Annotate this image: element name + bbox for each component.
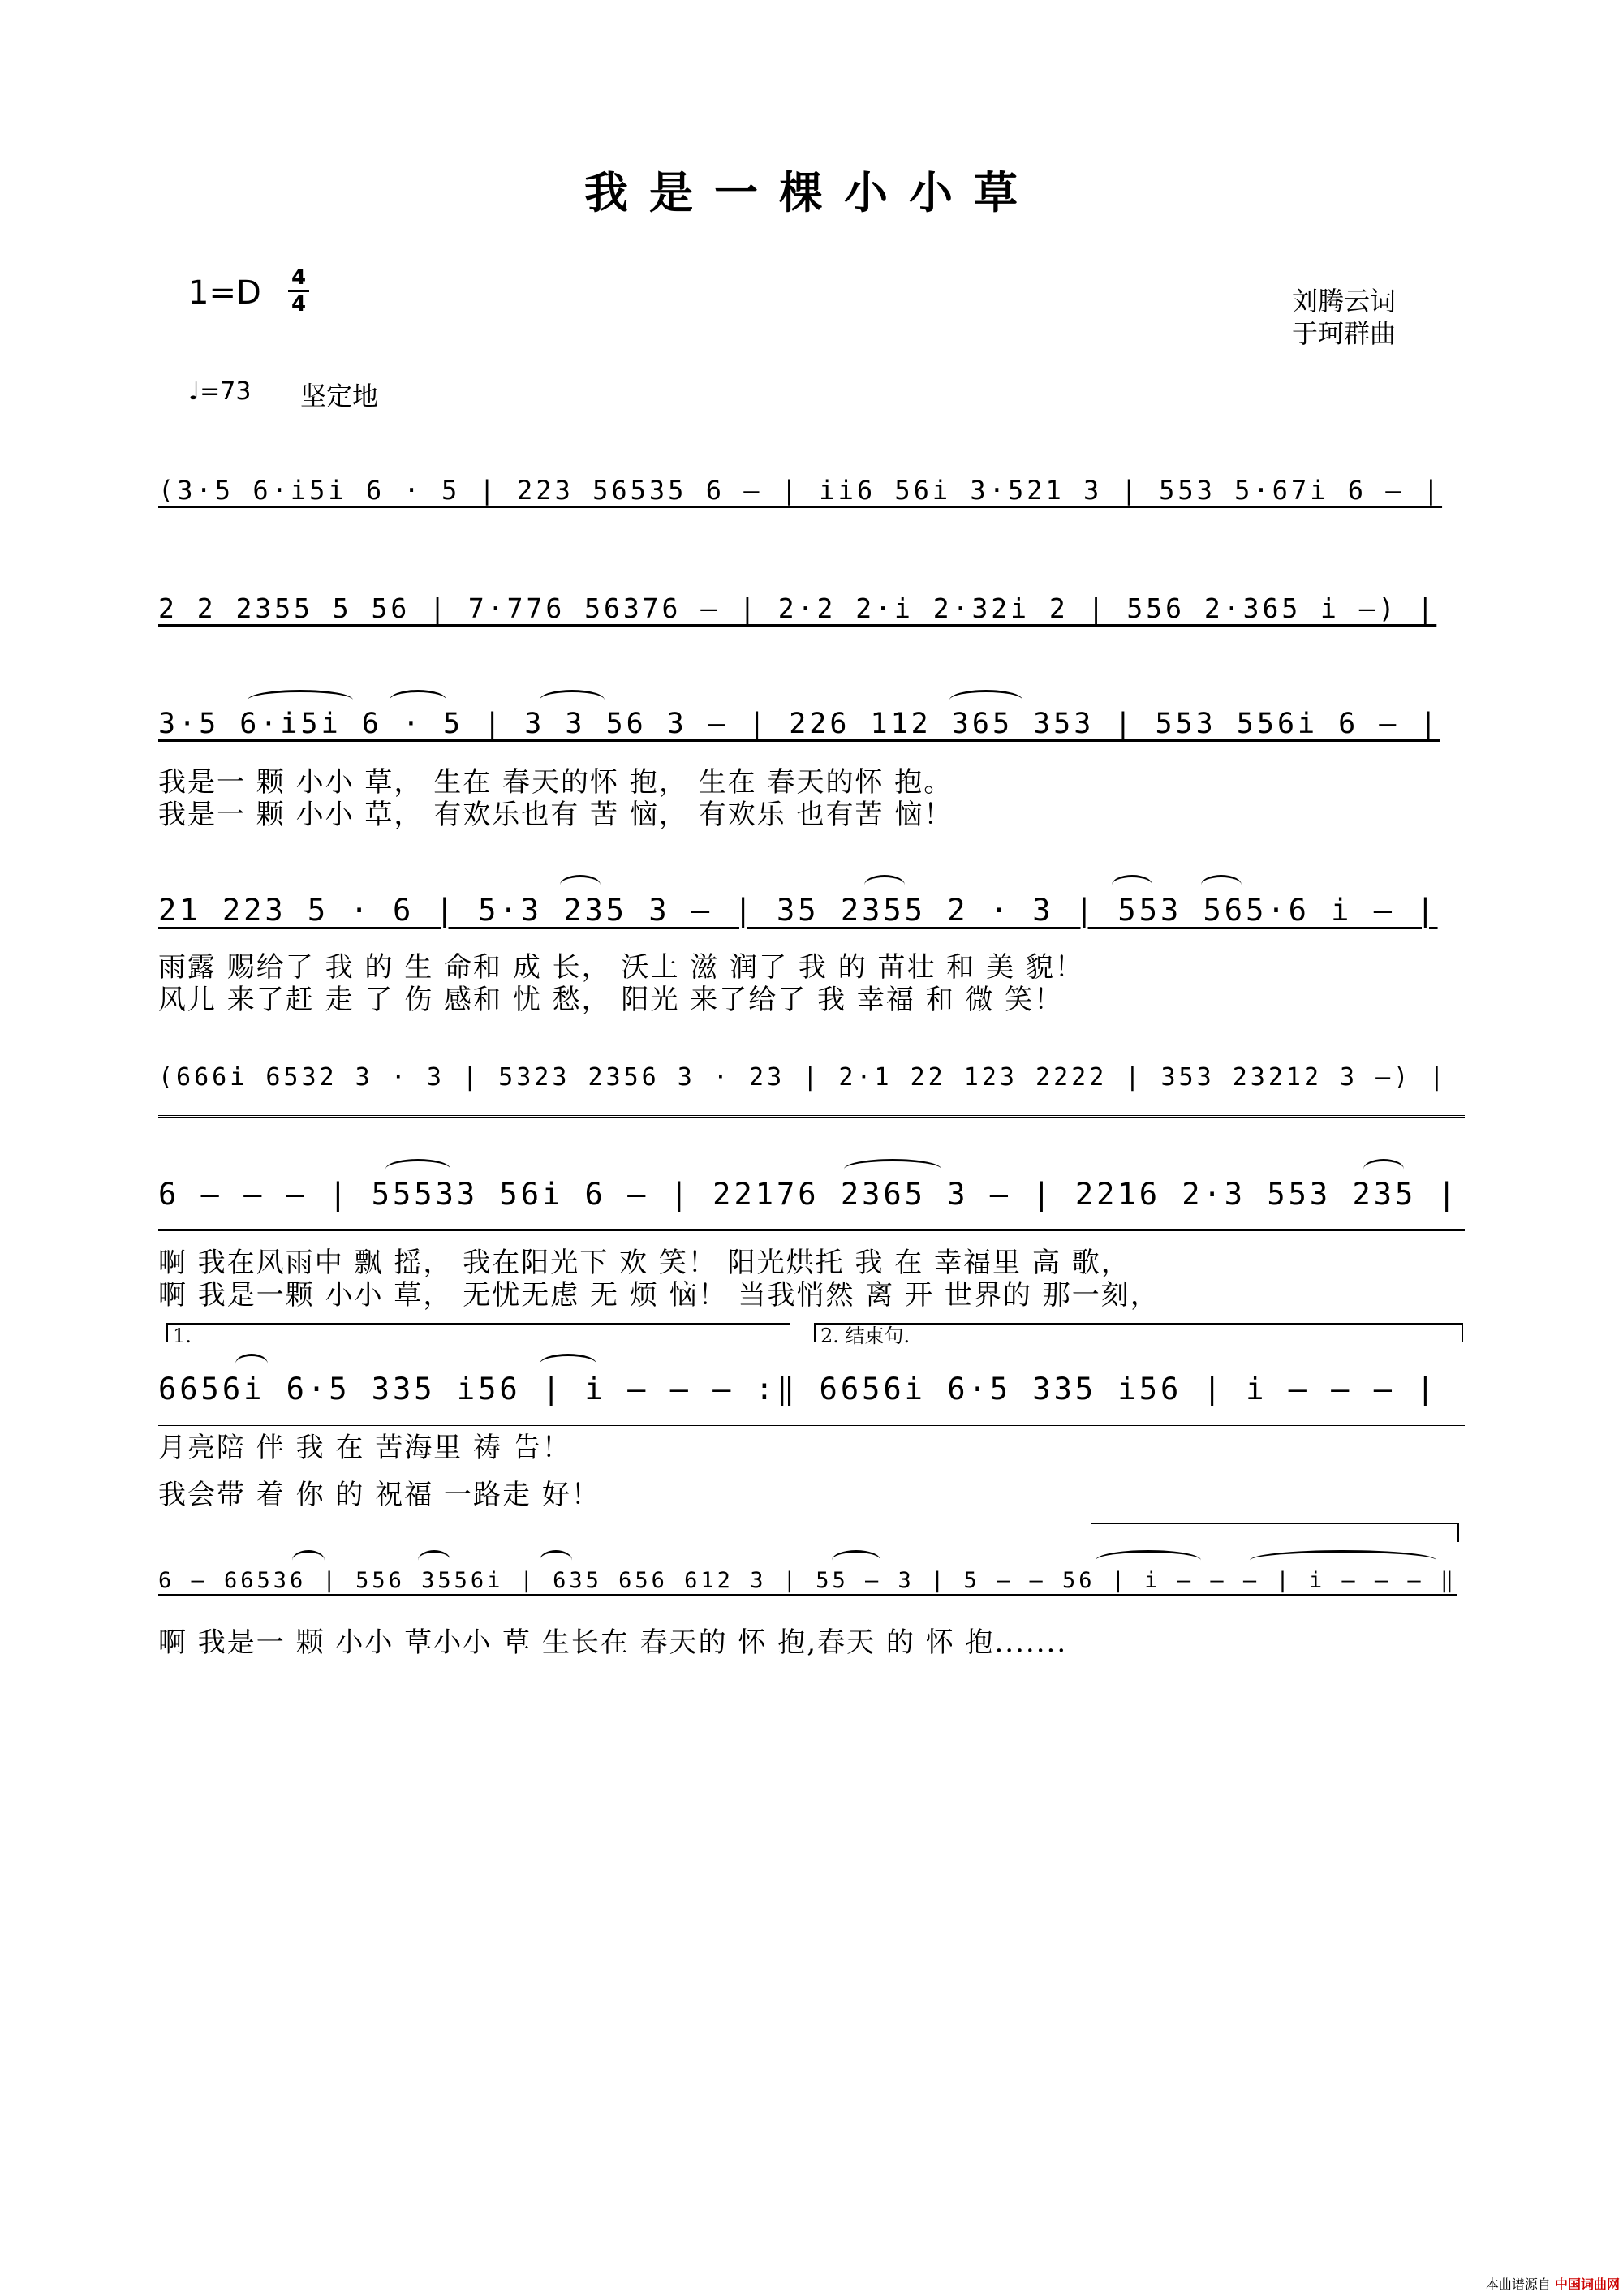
notation-line: 3·5 6·i5i 6 · 5 | 3 3 56 3 – | 226 112 365 353 | 553 556i 6 – | [158,708,1440,740]
lyric-verse-1: 月亮陪 伴 我 在 苦海里 祷 告！ [158,1432,571,1464]
lyric-verse-2: 我会带 着 你 的 祝福 一路走 好！ [158,1479,601,1511]
time-bottom: 4 [291,292,307,317]
composer-credit: 于珂群曲 [1292,318,1397,349]
time-signature [288,266,309,316]
volta-second-ending: 2. 结束句. [814,1323,1463,1342]
lyricist-credit: 刘腾云词 [1292,286,1397,317]
key-signature: 1=D [188,274,261,312]
notation-line: 6 – – – | 55533 56i 6 – | 22176 2365 3 – | 2216 2·3 553 235 | [158,1177,1465,1231]
notation-line: 6656i 6·5 335 i56 | i – – – :‖ 6656i 6·5 335 i56 | i – – – | [158,1372,1465,1426]
watermark [1486,2274,1620,2293]
notation-line: (3·5 6·i5i 6 · 5 | 223 56535 6 – | ii6 56i 3·521 3 | 553 5·67i 6 – | [158,475,1443,506]
time-top: 4 [291,265,307,290]
lyric-verse-1: 雨露 赐给了 我 的 生 命和 成 长， 沃土 滋 润了 我 的 苗壮 和 美 貌！ [158,951,1084,984]
lyric-verse-2: 我是一 颗 小小 草， 有欢乐也有 苦 恼， 有欢乐 也有苦 恼！ [158,799,954,831]
watermark-source: 本曲谱源自 [1485,2277,1551,2292]
notation-line: 2 2 2355 5 56 | 7·776 56376 – | 2·2 2·i 2·32i 2 | 556 2·365 i –) | [158,592,1437,624]
notation-line: (666i 6532 3 · 3 | 5323 2356 3 · 23 | 2·1 22 123 2222 | 353 23212 3 –) | [158,1063,1465,1118]
lyric-verse-2: 风儿 来了赶 走 了 伤 感和 忧 愁， 阳光 来了给了 我 幸福 和 微 笑！ [158,984,1064,1016]
lyric-verse-1: 啊 我是一 颗 小小 草小小 草 生长在 春天的 怀 抱,春天 的 怀 抱....... [158,1626,1068,1659]
notation-line: 21 223 5 · 6 | 5·3 235 3 – | 35 2355 2 · 3 | 553 565·6 i – | [158,893,1438,928]
lyric-verse-2: 啊 我是一颗 小小 草， 无忧无虑 无 烦 恼！ 当我悄然 离 开 世界的 那一刻， [158,1279,1160,1312]
song-title: 我是一棵小小草 [584,166,1039,218]
lyric-verse-1: 我是一 颗 小小 草， 生在 春天的怀 抱， 生在 春天的怀 抱。 [158,766,954,799]
watermark-brand: 中国词曲网 [1554,2277,1620,2292]
volta-first-ending: 1. [166,1323,790,1342]
tempo-marking: ♩=73 [188,377,252,406]
end-bracket [1091,1523,1459,1542]
expression-marking: 坚定地 [300,381,379,411]
lyric-verse-1: 啊 我在风雨中 飘 摇， 我在阳光下 欢 笑！ 阳光烘托 我 在 幸福里 高 歌， [158,1247,1130,1279]
notation-line: 6 – 66536 | 556 3556i | 635 656 612 3 | 55 – 3 | 5 – – 56 | i – – – | i – – – ‖ [158,1568,1457,1593]
